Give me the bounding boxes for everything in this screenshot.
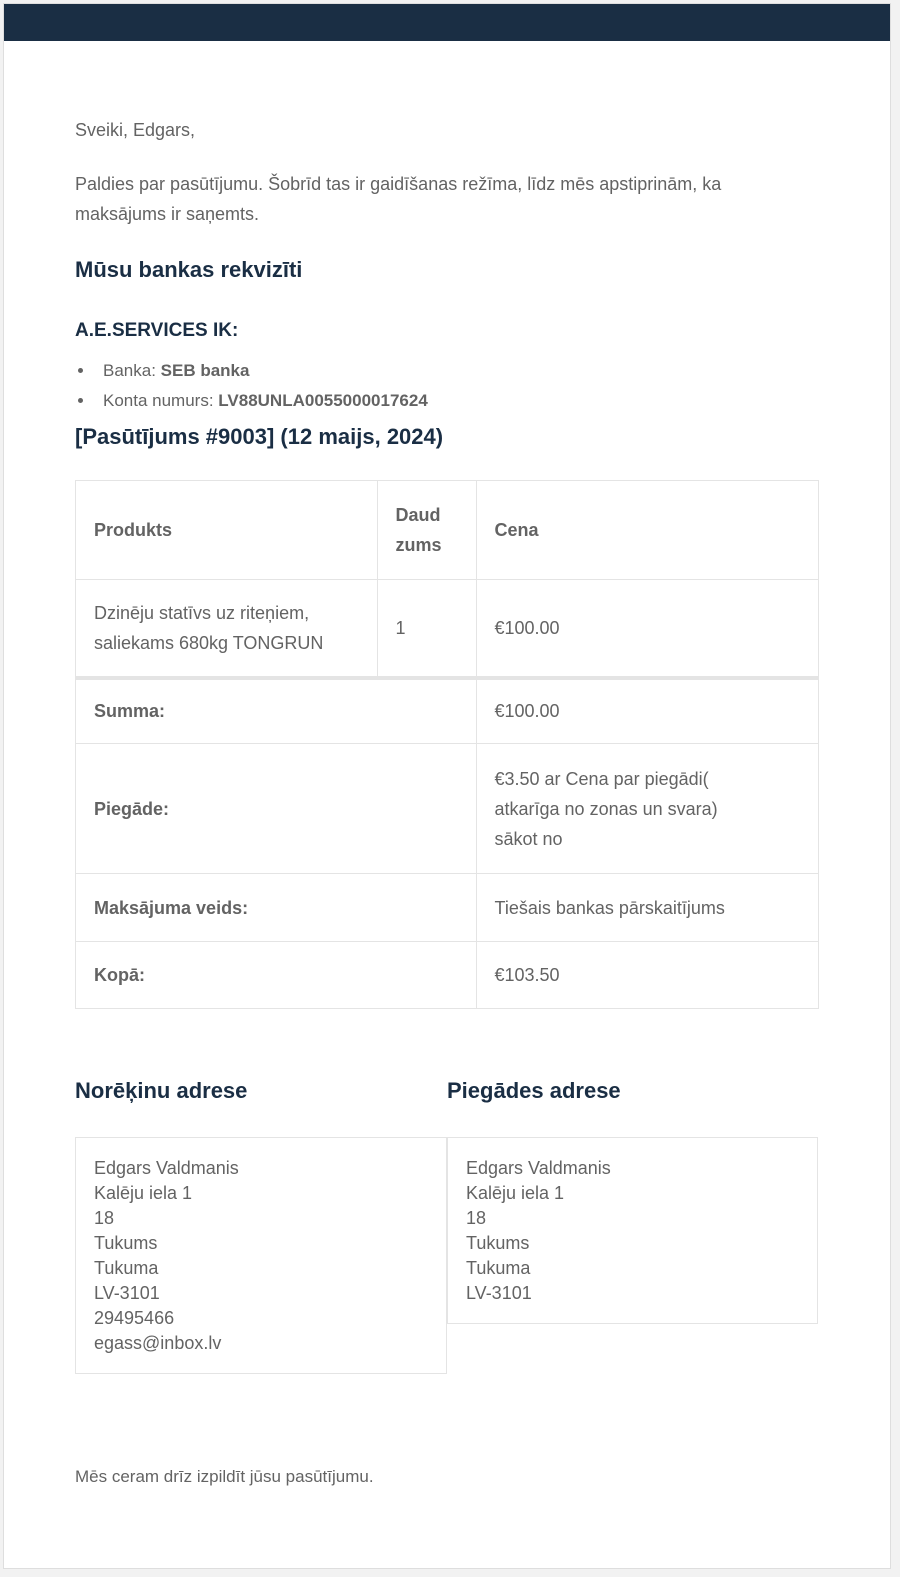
table-row	[76, 942, 819, 1009]
shipping-address-title: Piegādes adrese	[447, 1078, 621, 1103]
bullet-icon	[78, 398, 83, 403]
total-value: €103.50	[476, 942, 819, 1009]
address-line: Kalēju iela 1	[466, 1183, 565, 1203]
bank-section-title: Mūsu bankas rekvizīti	[75, 257, 303, 282]
company-name: A.E.SERVICES IK:	[75, 320, 239, 341]
address-line: Tukums	[466, 1233, 530, 1253]
product-line: Dzinēju statīvs uz riteņiem,	[94, 602, 310, 623]
bank-value: SEB banka	[160, 361, 250, 380]
table-header-row	[76, 481, 819, 580]
column-header-price: Cena	[476, 481, 819, 580]
column-header-quantity	[377, 481, 476, 580]
account-label: Konta numurs:	[103, 391, 219, 410]
header-line: zums	[395, 535, 442, 555]
address-line: Edgars Valdmanis	[466, 1158, 611, 1178]
item-price: €100.00	[476, 580, 819, 678]
shipping-value	[476, 744, 819, 874]
account-value: LV88UNLA0055000017624	[218, 391, 428, 410]
billing-address-title: Norēķinu adrese	[75, 1078, 248, 1103]
phone-number: 29495466	[94, 1308, 175, 1328]
bullet-icon	[78, 368, 83, 373]
address-line: 18	[94, 1208, 115, 1228]
column-header-product: Produkts	[76, 481, 378, 580]
header-line: Daud	[395, 505, 441, 525]
payment-method-value: Tiešais bankas pārskaitījums	[476, 874, 819, 942]
shipping-line: sākot no	[494, 828, 563, 849]
table-row	[76, 744, 819, 874]
list-item	[103, 386, 428, 416]
order-table	[75, 480, 819, 1009]
billing-address-box	[75, 1137, 447, 1374]
intro-text	[75, 169, 721, 229]
shipping-label: Piegāde:	[76, 744, 477, 874]
address-line: LV-3101	[94, 1283, 160, 1303]
bank-details-list	[75, 356, 428, 416]
table-row	[76, 678, 819, 744]
email-container	[3, 3, 891, 1569]
table-row	[76, 874, 819, 942]
product-line: saliekams 680kg TONGRUN	[94, 632, 324, 653]
item-product	[76, 580, 378, 678]
table-row	[76, 580, 819, 678]
total-label: Kopā:	[76, 942, 477, 1009]
closing-text: Mēs ceram drīz izpildīt jūsu pasūtījumu.	[75, 1467, 374, 1486]
shipping-address-box	[447, 1137, 818, 1324]
address-line: Edgars Valdmanis	[94, 1158, 239, 1178]
intro-line: maksājums ir saņemts.	[75, 204, 260, 224]
header-bar	[4, 4, 890, 41]
item-quantity: 1	[377, 580, 476, 678]
bank-label: Banka:	[103, 361, 161, 380]
address-line: Tukums	[94, 1233, 158, 1253]
shipping-line: €3.50 ar Cena par piegādi(	[494, 768, 709, 789]
address-line: LV-3101	[466, 1283, 532, 1303]
greeting: Sveiki, Edgars,	[75, 120, 196, 140]
list-item	[103, 356, 428, 386]
address-line: 18	[466, 1208, 487, 1228]
shipping-line: atkarīga no zonas un svara)	[494, 798, 718, 819]
subtotal-label: Summa:	[76, 678, 477, 744]
address-line: Tukuma	[466, 1258, 531, 1278]
email-address: egass@inbox.lv	[94, 1333, 222, 1353]
subtotal-value: €100.00	[476, 678, 819, 744]
payment-method-label: Maksājuma veids:	[76, 874, 477, 942]
intro-line: Paldies par pasūtījumu. Šobrīd tas ir gaidīšanas režīma, līdz mēs apstiprinām, ka	[75, 174, 722, 194]
address-line: Kalēju iela 1	[94, 1183, 193, 1203]
address-line: Tukuma	[94, 1258, 159, 1278]
order-title: [Pasūtījums #9003] (12 maijs, 2024)	[75, 424, 444, 449]
